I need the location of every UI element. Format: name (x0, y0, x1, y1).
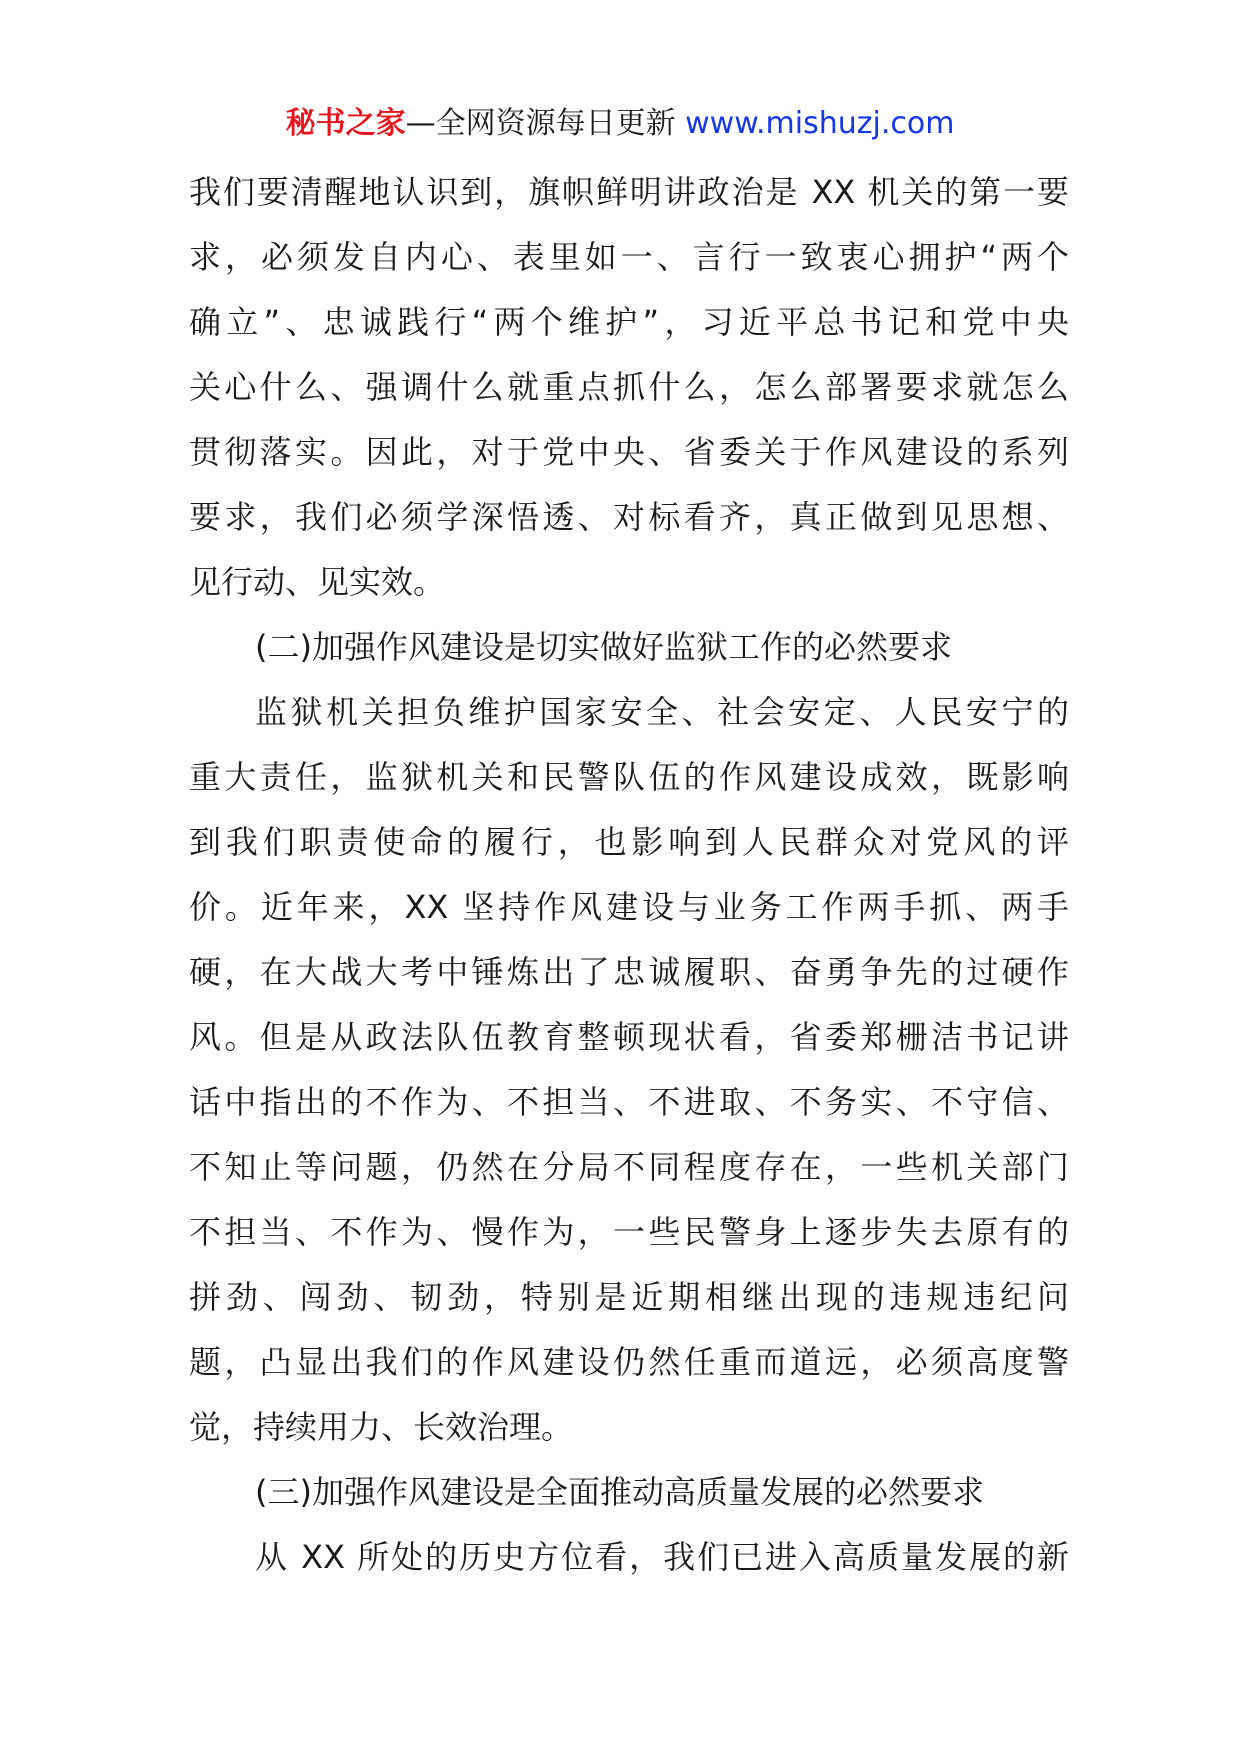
text-line: 题，凸显出我们的作风建设仍然任重而道远，必须高度警 (189, 1343, 1069, 1381)
text-line: 监狱机关担负维护国家安全、社会安定、人民安宁的 (255, 693, 1069, 731)
text-line: 确立”、忠诚践行“两个维护”，习近平总书记和党中央 (189, 303, 1069, 341)
text-line: 不知止等问题，仍然在分局不同程度存在，一些机关部门 (189, 1148, 1069, 1186)
text-line: 话中指出的不作为、不担当、不进取、不务实、不守信、 (189, 1083, 1069, 1121)
document-body (189, 160, 1069, 1590)
section-heading: (二)加强作风建设是切实做好监狱工作的必然要求 (255, 628, 952, 666)
text-line: 不担当、不作为、慢作为，一些民警身上逐步失去原有的 (189, 1213, 1069, 1251)
text-line: 拼劲、闯劲、韧劲，特别是近期相继出现的违规违纪问 (189, 1278, 1069, 1316)
text-line: 贯彻落实。因此，对于党中央、省委关于作风建设的系列 (189, 433, 1069, 471)
section-heading: (三)加强作风建设是全面推动高质量发展的必然要求 (255, 1473, 984, 1511)
text-line: 从 XX 所处的历史方位看，我们已进入高质量发展的新 (255, 1538, 1069, 1576)
text-line: 硬，在大战大考中锤炼出了忠诚履职、奋勇争先的过硬作 (189, 953, 1069, 991)
text-line: 到我们职责使命的履行，也影响到人民群众对党风的评 (189, 823, 1069, 861)
site-brand: 秘书之家 (285, 106, 406, 141)
site-url-link[interactable]: www.mishuzj.com (685, 106, 955, 141)
site-tagline: —全网资源每日更新 (405, 106, 676, 141)
text-line: 要求，我们必须学深悟透、对标看齐，真正做到见思想、 (189, 498, 1069, 536)
text-line: 关心什么、强调什么就重点抓什么，怎么部署要求就怎么 (189, 368, 1069, 406)
text-line: 觉，持续用力、长效治理。 (189, 1408, 574, 1446)
text-line: 价。近年来，XX 坚持作风建设与业务工作两手抓、两手 (189, 888, 1069, 926)
text-line: 求，必须发自内心、表里如一、言行一致衷心拥护“两个 (189, 238, 1069, 276)
site-header (0, 104, 1240, 144)
text-line: 风。但是从政法队伍教育整顿现状看，省委郑栅洁书记讲 (189, 1018, 1069, 1056)
text-line: 我们要清醒地认识到，旗帜鲜明讲政治是 XX 机关的第一要 (189, 173, 1069, 211)
text-line: 重大责任，监狱机关和民警队伍的作风建设成效，既影响 (189, 758, 1069, 796)
text-line: 见行动、见实效。 (189, 563, 446, 601)
